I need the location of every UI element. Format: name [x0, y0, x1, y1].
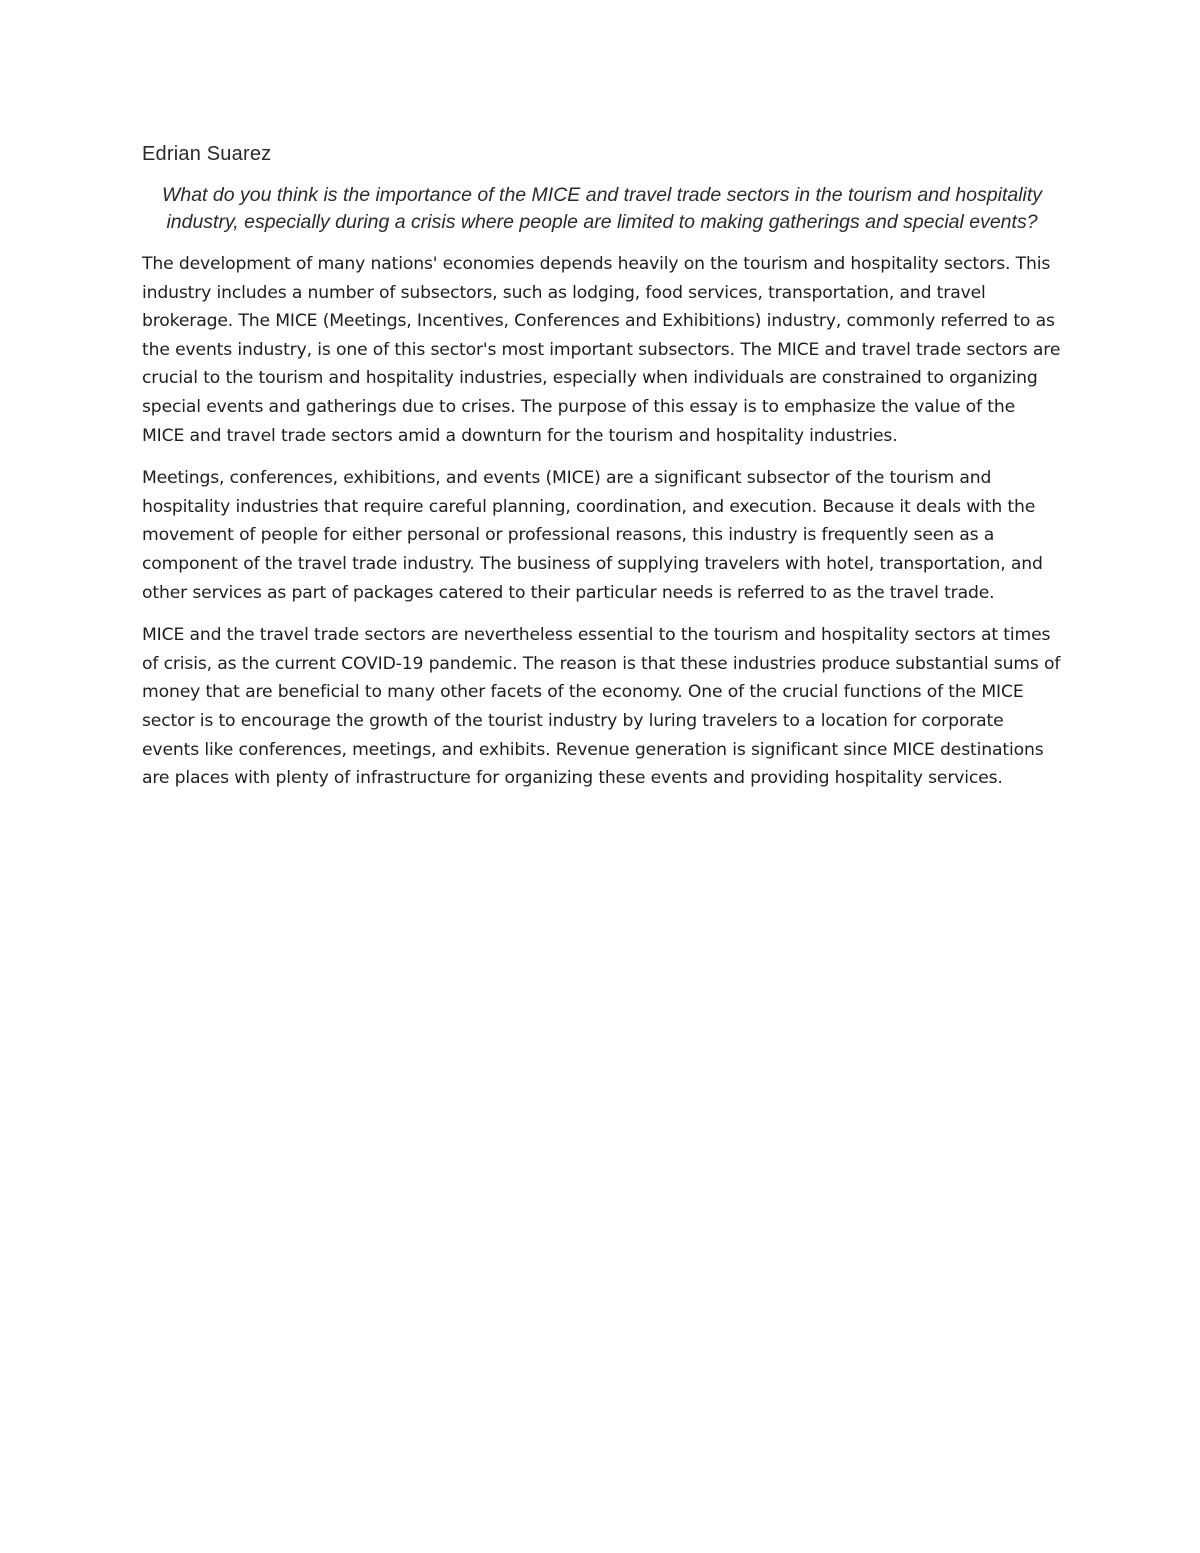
document-body: [142, 140, 1062, 807]
paragraph-2: Meetings, conferences, exhibitions, and events (MICE) are a significant subsector of the tourism and hospitality industries that require careful planning, coordination, and execution. Because it deals with the movement of people for either personal or professional reasons, this industry is frequently seen as a component of the travel trade industry. The business of supplying travelers with hotel, transportation, and other services as part of packages catered to their particular needs is referred to as the travel trade.: [142, 468, 1043, 603]
essay-question: What do you think is the importance of the MICE and travel trade sectors in the tourism and hospitality industry, especially during a crisis where people are limited to making gatherings and special events?: [161, 184, 1043, 233]
author-name: Edrian Suarez: [142, 143, 272, 165]
paragraph-3: MICE and the travel trade sectors are nevertheless essential to the tourism and hospitality sectors at times of crisis, as the current COVID-19 pandemic. The reason is that these industries produce substantial sums of money that are beneficial to many other facets of the economy. One of the crucial functions of the MICE sector is to encourage the growth of the tourist industry by luring travelers to a location for corporate events like conferences, meetings, and exhibits. Revenue generation is significant since MICE destinations are places with plenty of infrastructure for organizing these events and providing hospitality services.: [142, 625, 1061, 789]
paragraph-1: The development of many nations' economies depends heavily on the tourism and hospitality sectors. This industry includes a number of subsectors, such as lodging, food services, transportation, and travel brokerage. The MICE (Meetings, Incentives, Conferences and Exhibitions) industry, commonly referred to as the events industry, is one of this sector's most important subsectors. The MICE and travel trade sectors are crucial to the tourism and hospitality industries, especially when individuals are constrained to organizing special events and gatherings due to crises. The purpose of this essay is to emphasize the value of the MICE and travel trade sectors amid a downturn for the tourism and hospitality industries.: [142, 254, 1061, 446]
